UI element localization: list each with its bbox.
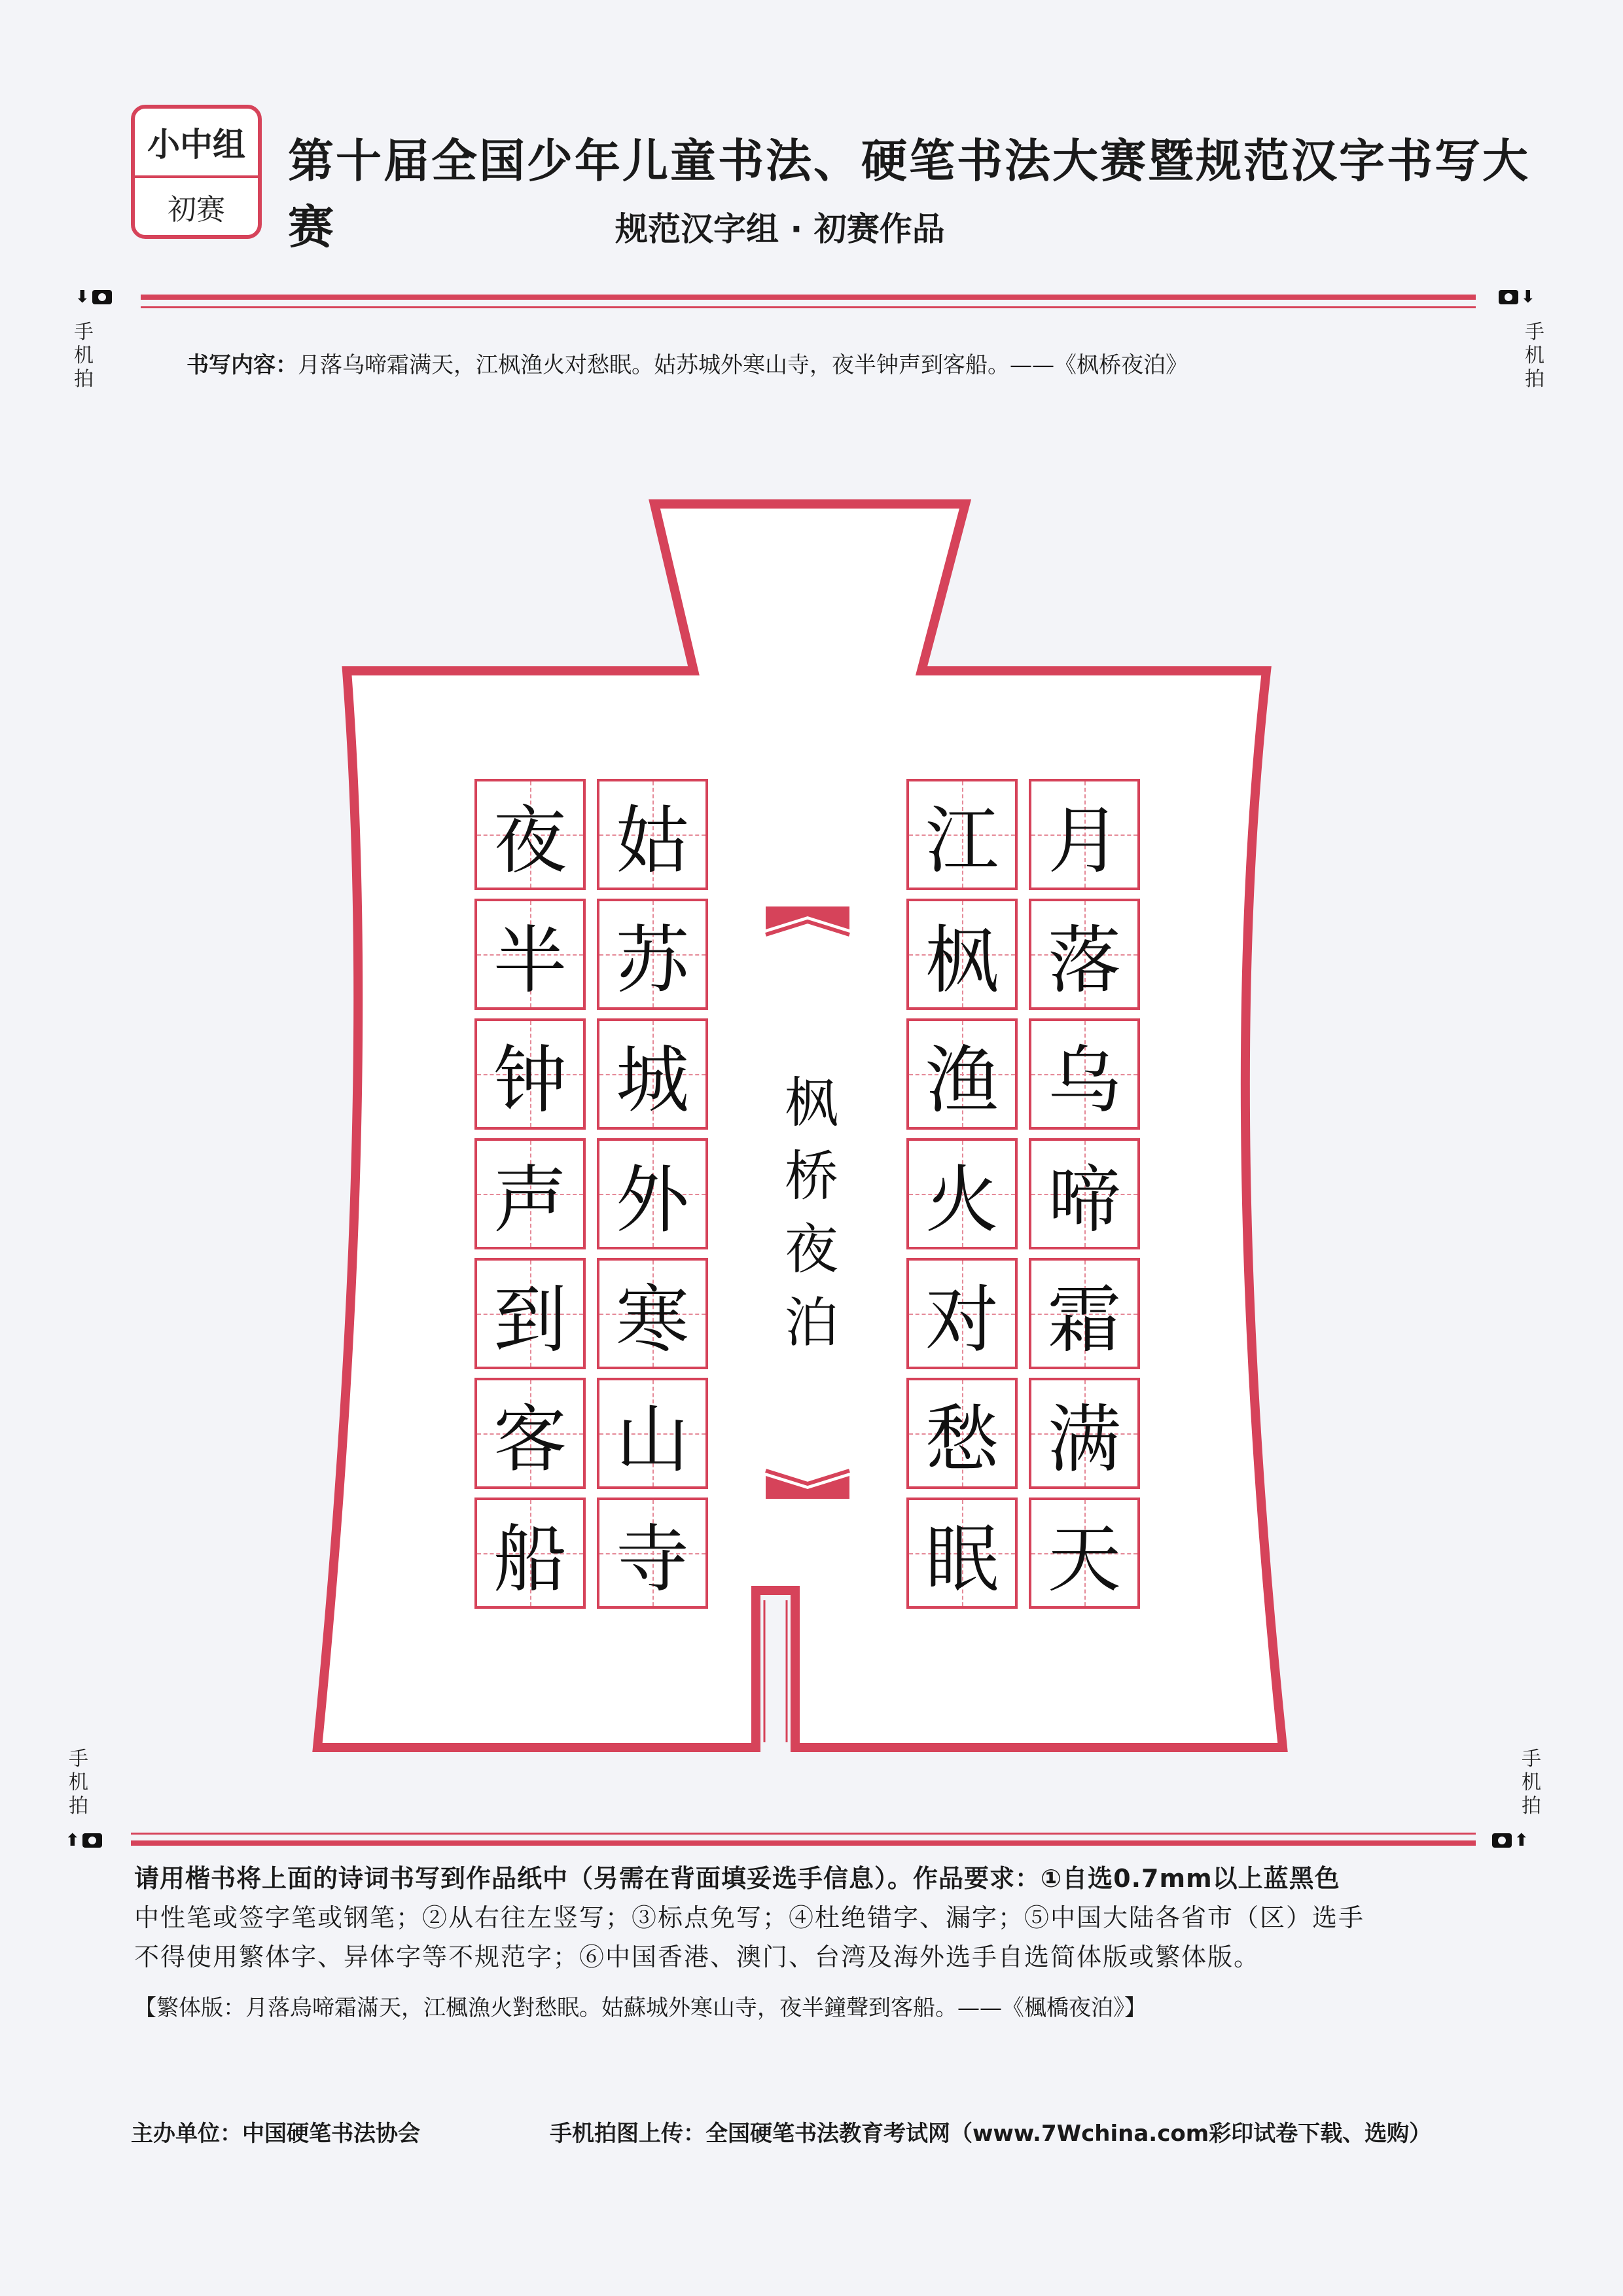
camera-icon: ⬇ (1499, 288, 1538, 306)
grid-cell (1029, 1258, 1140, 1369)
grid-cell (474, 1138, 586, 1249)
grid-char: 寒 (616, 1277, 689, 1363)
side-label-bottom-right: 手机拍 (1522, 1748, 1541, 1818)
grid-cell (906, 1138, 1018, 1249)
grid-cell (906, 1378, 1018, 1489)
grid-char: 姑 (616, 798, 689, 884)
grid-char: 半 (493, 918, 567, 1003)
upload-info: 手机拍图上传：全国硬笔书法教育考试网（www.7Wchina.com彩印试卷下载、选购） (550, 2121, 1432, 2147)
grid-cell (597, 899, 708, 1010)
grid-cell (474, 1498, 586, 1609)
grid-char: 船 (493, 1516, 567, 1602)
grid-char: 江 (925, 798, 999, 884)
grid-char: 对 (925, 1277, 999, 1363)
writing-content-text: 月落乌啼霜满天，江枫渔火对愁眠。姑苏城外寒山寺，夜半钟声到客船。——《枫桥夜泊》 (298, 352, 1188, 378)
instructions-line-2: 中性笔或签字笔或钢笔；②从右往左竖写；③标点免写；④杜绝错字、漏字；⑤中国大陆各省市（区）选手 (134, 1903, 1365, 1932)
instructions (134, 1859, 1495, 1977)
grid-char: 火 (925, 1157, 999, 1243)
grid-char: 夜 (493, 798, 567, 884)
grid-char: 愁 (925, 1397, 999, 1482)
grid-char: 到 (493, 1277, 567, 1363)
grid-cell (1029, 899, 1140, 1010)
grid-char: 啼 (1048, 1157, 1121, 1243)
poem-title-vertical (772, 1067, 851, 1360)
camera-icon: ⬆ (1492, 1831, 1531, 1850)
grid-cell (1029, 1138, 1140, 1249)
grid-char: 霜 (1048, 1277, 1121, 1363)
grid-char: 苏 (616, 918, 689, 1003)
grid-cell (1029, 1498, 1140, 1609)
page-title: 第十届全国少年儿童书法、硬笔书法大赛暨规范汉字书写大赛 (288, 134, 1530, 254)
side-label-bottom-left: 手机拍 (69, 1748, 88, 1818)
grid-char: 客 (493, 1397, 567, 1482)
grid-cell (597, 1138, 708, 1249)
grid-char: 天 (1048, 1516, 1121, 1602)
grid-char: 山 (616, 1397, 689, 1482)
title-char: 桥 (784, 1145, 838, 1208)
grid-char: 枫 (925, 918, 999, 1003)
side-label-top-right: 手机拍 (1525, 321, 1544, 391)
instructions-line-1: 请用楷书将上面的诗词书写到作品纸中（另需在背面填妥选手信息）。作品要求：①自选0.7mm以上蓝黑色 (134, 1864, 1340, 1893)
grid-cell (474, 779, 586, 890)
grid-cell (474, 899, 586, 1010)
grid-cell (1029, 1378, 1140, 1489)
side-label-top-left: 手机拍 (74, 321, 94, 391)
grid-char: 声 (493, 1157, 567, 1243)
grid-cell (597, 1258, 708, 1369)
grid-char: 乌 (1048, 1037, 1121, 1123)
title-char: 泊 (784, 1292, 838, 1354)
grid-char: 钟 (493, 1037, 567, 1123)
camera-icon: ⬇ (75, 288, 115, 306)
grid-char: 寺 (616, 1516, 689, 1602)
grid-cell (906, 899, 1018, 1010)
grid-cell (597, 1378, 708, 1489)
grid-char: 满 (1048, 1397, 1121, 1482)
grid-char: 眠 (925, 1516, 999, 1602)
badge-stage-label: 初赛 (168, 193, 225, 226)
grid-char: 渔 (925, 1037, 999, 1123)
page-subtitle: 规范汉字组 · 初赛作品 (615, 210, 945, 248)
writing-content-label: 书写内容： (187, 352, 298, 378)
grid-cell (597, 1018, 708, 1130)
title-char: 枫 (784, 1072, 838, 1134)
grid-cell (597, 779, 708, 890)
title-char: 夜 (784, 1219, 838, 1281)
grid-char: 外 (616, 1157, 689, 1243)
grid-cell (474, 1258, 586, 1369)
grid-cell (906, 779, 1018, 890)
bottom-divider (131, 1840, 1476, 1846)
badge-group-label: 小中组 (135, 109, 258, 178)
grid-cell (906, 1018, 1018, 1130)
traditional-version: 【繁体版：月落烏啼霜滿天，江楓漁火對愁眠。姑蘇城外寒山寺，夜半鐘聲到客船。——《楓橋夜泊》】 (134, 1995, 1147, 2021)
grid-cell (1029, 1018, 1140, 1130)
bottom-divider-thin (131, 1833, 1476, 1835)
grid-cell (906, 1498, 1018, 1609)
organizer: 主办单位：中国硬笔书法协会 (131, 2121, 420, 2147)
grid-char: 城 (616, 1037, 689, 1123)
grid-cell (906, 1258, 1018, 1369)
instructions-line-3: 不得使用繁体字、异体字等不规范字；⑥中国香港、澳门、台湾及海外选手自选简体版或繁体版。 (134, 1943, 1260, 1971)
grid-cell (474, 1018, 586, 1130)
grid-cell (597, 1498, 708, 1609)
camera-icon: ⬆ (65, 1831, 105, 1850)
grid-cell (474, 1378, 586, 1489)
grid-char: 月 (1048, 798, 1121, 884)
grid-cell (1029, 779, 1140, 890)
grid-char: 落 (1048, 918, 1121, 1003)
